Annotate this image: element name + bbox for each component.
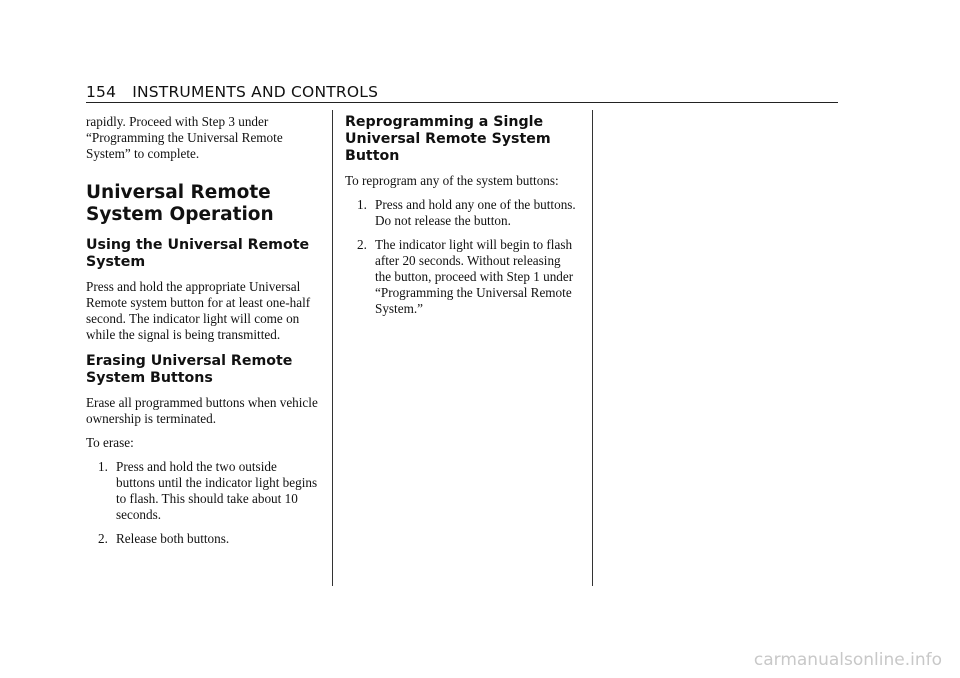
step-number: 2.	[357, 237, 367, 252]
erasing-steps	[86, 459, 318, 547]
page-header	[86, 83, 838, 101]
heading-universal-remote-operation: Universal Remote System Operation	[86, 182, 274, 225]
using-paragraph: Press and hold the appropriate Universal Remote system button for at least one-half second. The indicator light will come on while the signal is being transmitted.	[86, 279, 311, 342]
reprogram-steps	[345, 197, 577, 317]
erasing-paragraph: Erase all programmed buttons when vehicle ownership is terminated.	[86, 395, 318, 426]
step-text: The indicator light will begin to flash after 20 seconds. Without releasing the button, proceed with Step 1 under “Programming the Universal Remote System.”	[375, 237, 574, 316]
list-item	[86, 531, 318, 547]
step-text: Press and hold the two outside buttons until the indicator light begins to flash. This should take about 10 seconds.	[116, 459, 318, 522]
heading-reprogramming-button: Reprogramming a Single Universal Remote System Button	[345, 114, 551, 164]
watermark-text: carmanualsonline.info	[753, 650, 942, 670]
heading-using-universal-remote: Using the Universal Remote System	[86, 237, 310, 270]
step-text: Press and hold any one of the buttons. Do not release the button.	[375, 197, 576, 228]
list-item	[86, 459, 318, 523]
reprogram-intro: To reprogram any of the system buttons:	[345, 173, 559, 188]
list-item	[345, 237, 577, 317]
continuation-paragraph: rapidly. Proceed with Step 3 under “Programming the Universal Remote System” to complete.	[86, 114, 283, 161]
section-title: INSTRUMENTS AND CONTROLS	[132, 83, 379, 101]
page-number: 154	[86, 83, 117, 101]
list-item	[345, 197, 577, 229]
erasing-intro: To erase:	[86, 435, 134, 450]
step-number: 1.	[357, 197, 367, 212]
column-left	[86, 114, 318, 555]
column-divider-left	[332, 110, 333, 586]
step-number: 1.	[98, 459, 108, 474]
step-text: Release both buttons.	[116, 531, 230, 546]
step-number: 2.	[98, 531, 108, 546]
column-divider-right	[592, 110, 593, 586]
header-rule	[86, 102, 838, 103]
column-middle	[345, 114, 577, 325]
heading-erasing-buttons: Erasing Universal Remote System Buttons	[86, 353, 293, 386]
